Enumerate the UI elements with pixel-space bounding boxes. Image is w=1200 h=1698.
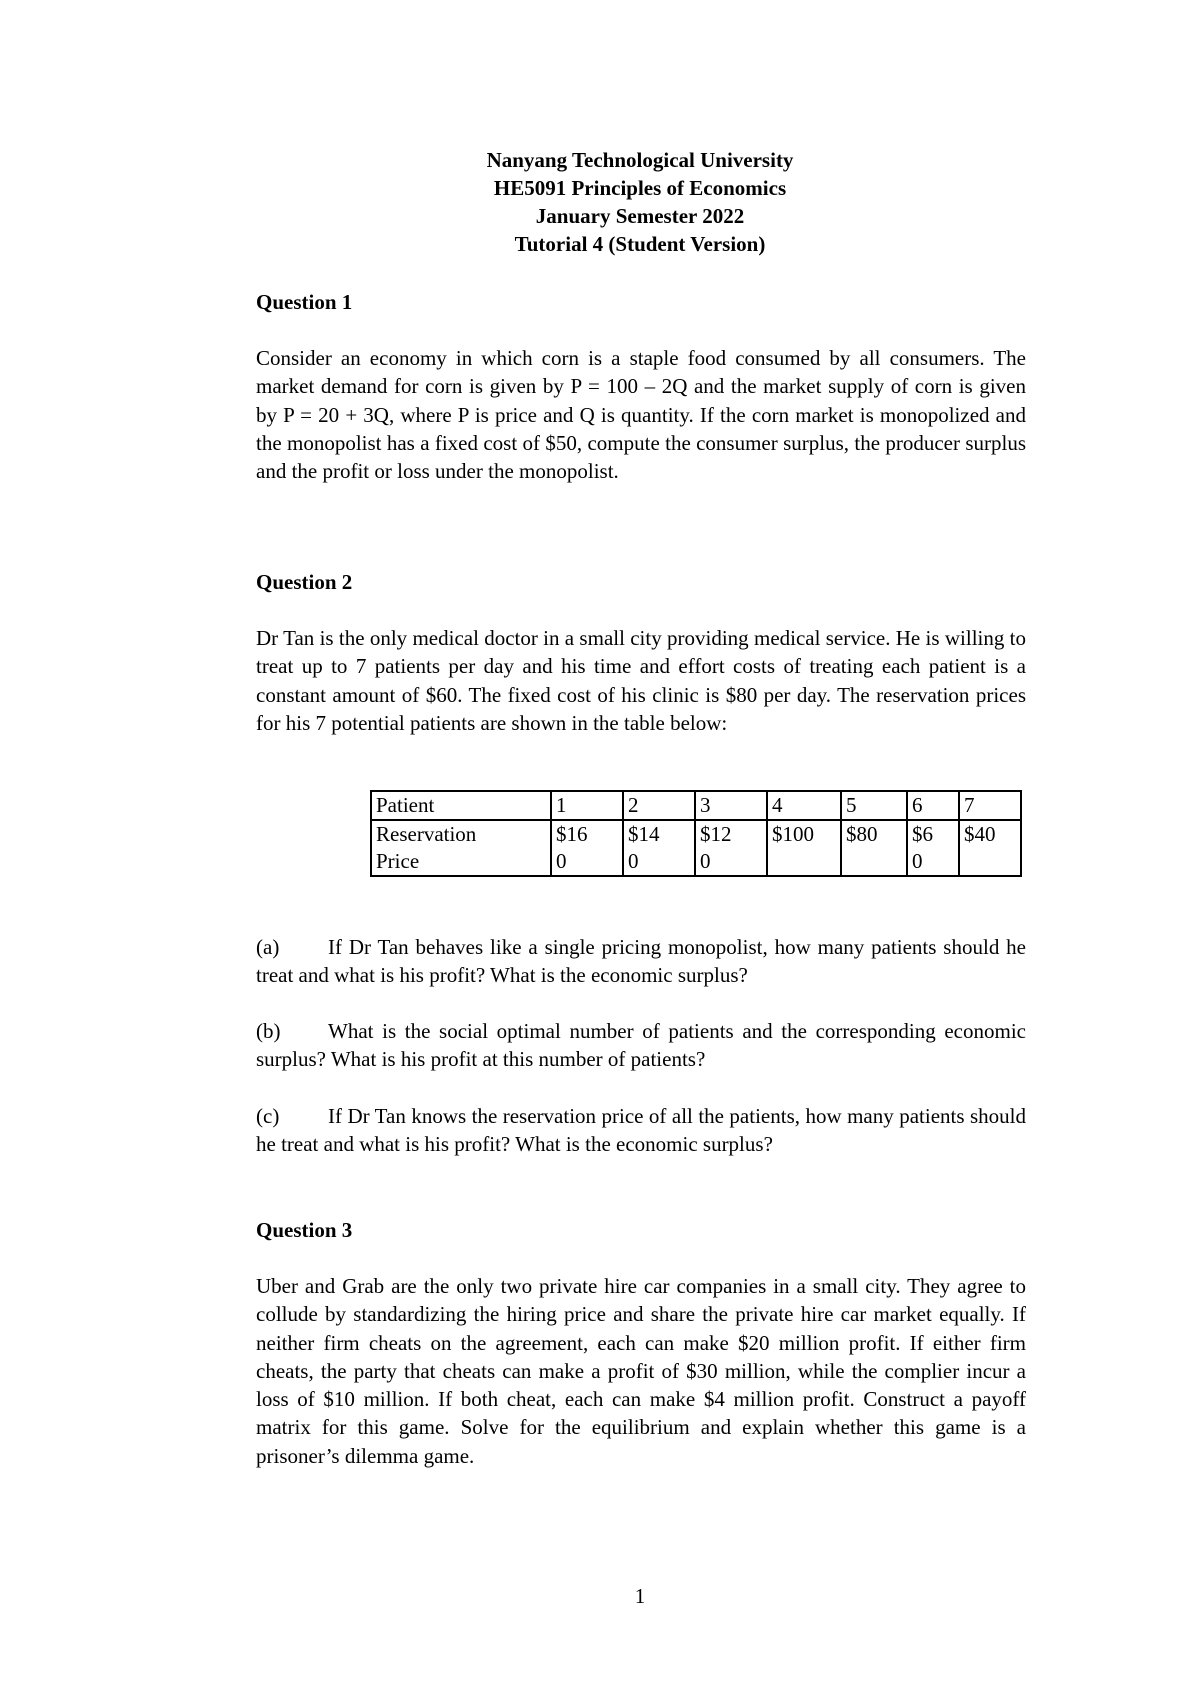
- reservation-price-table: [370, 790, 1022, 877]
- table-row: [371, 820, 1021, 876]
- row-label-line-2: Price: [376, 849, 420, 873]
- table-cell: Patient: [371, 791, 551, 820]
- price-line-2: 0: [556, 849, 567, 873]
- question-2-part-c: [256, 1102, 1026, 1159]
- table-cell: [695, 820, 767, 876]
- university-name: Nanyang Technological University: [486, 148, 794, 172]
- table-cell: 2: [623, 791, 695, 820]
- table-cell: [623, 820, 695, 876]
- part-label: (c): [256, 1104, 280, 1128]
- table-cell: [907, 820, 959, 876]
- table-cell: 3: [695, 791, 767, 820]
- part-text: If Dr Tan knows the reservation price of all the patients, how many patients should he treat and what is his profit? What is the economic surplus?: [256, 1104, 1026, 1157]
- question-3-title: Question 3: [256, 1218, 353, 1242]
- table-cell: 1: [551, 791, 623, 820]
- part-label: (a): [256, 935, 280, 959]
- price-line-2: 0: [912, 849, 923, 873]
- table-cell: 5: [841, 791, 907, 820]
- table-cell: [371, 820, 551, 876]
- row-label-line-1: Reservation: [376, 822, 477, 846]
- table-cell: 4: [767, 791, 841, 820]
- tutorial-title: Tutorial 4 (Student Version): [514, 232, 766, 256]
- price-line-1: $100: [772, 822, 814, 846]
- document-header: [0, 146, 1200, 258]
- price-line-1: $16: [556, 822, 588, 846]
- question-2-text: Dr Tan is the only medical doctor in a small city providing medical service. He is willing to treat up to 7 patients per day and his time and effort costs of treating each patient is a constant amount of $60. The fixed cost of his clinic is $80 per day. The reservation prices for his 7 potential patients are shown in the table below:: [256, 626, 1026, 735]
- price-line-1: $40: [964, 822, 996, 846]
- part-label: (b): [256, 1019, 281, 1043]
- price-line-1: $80: [846, 822, 878, 846]
- page-number: 1: [634, 1584, 646, 1608]
- part-text: If Dr Tan behaves like a single pricing monopolist, how many patients should he treat and what is his profit? What is the economic surplus?: [256, 935, 1026, 988]
- price-line-2: 0: [628, 849, 639, 873]
- table-cell: [841, 820, 907, 876]
- price-line-1: $12: [700, 822, 732, 846]
- table-cell: [767, 820, 841, 876]
- question-2-title: Question 2: [256, 570, 353, 594]
- question-1-title: Question 1: [256, 290, 353, 314]
- course-title: HE5091 Principles of Economics: [493, 176, 787, 200]
- table-cell: [959, 820, 1021, 876]
- question-2-part-a: [256, 933, 1026, 990]
- semester: January Semester 2022: [535, 204, 745, 228]
- table-cell: 6: [907, 791, 959, 820]
- price-line-2: 0: [700, 849, 711, 873]
- question-1-text: Consider an economy in which corn is a staple food consumed by all consumers. The market demand for corn is given by P = 100 – 2Q and the market supply of corn is given by P = 20 + 3Q, where P is price and Q is quantity. If the corn market is monopolized and the monopolist has a fixed cost of $50, compute the consumer surplus, the producer surplus and the profit or loss under the monopolist.: [256, 346, 1026, 484]
- question-3-text: Uber and Grab are the only two private hire car companies in a small city. They agree to collude by standardizing the hiring price and share the private hire car market equally. If neither firm cheats on the agreement, each can make $20 million profit. If either firm cheats, the party that cheats can make a profit of $30 million, while the complier incur a loss of $10 million. If both cheat, each can make $4 million profit. Construct a payoff matrix for this game. Solve for the equilibrium and explain whether this game is a prisoner’s dilemma game.: [256, 1274, 1026, 1468]
- price-line-1: $6: [912, 822, 933, 846]
- part-text: What is the social optimal number of patients and the corresponding economic surplus? What is his profit at this number of patients?: [256, 1019, 1026, 1072]
- table-cell: [551, 820, 623, 876]
- table-cell: 7: [959, 791, 1021, 820]
- table-row: [371, 791, 1021, 820]
- question-2-part-b: [256, 1017, 1026, 1074]
- price-line-1: $14: [628, 822, 660, 846]
